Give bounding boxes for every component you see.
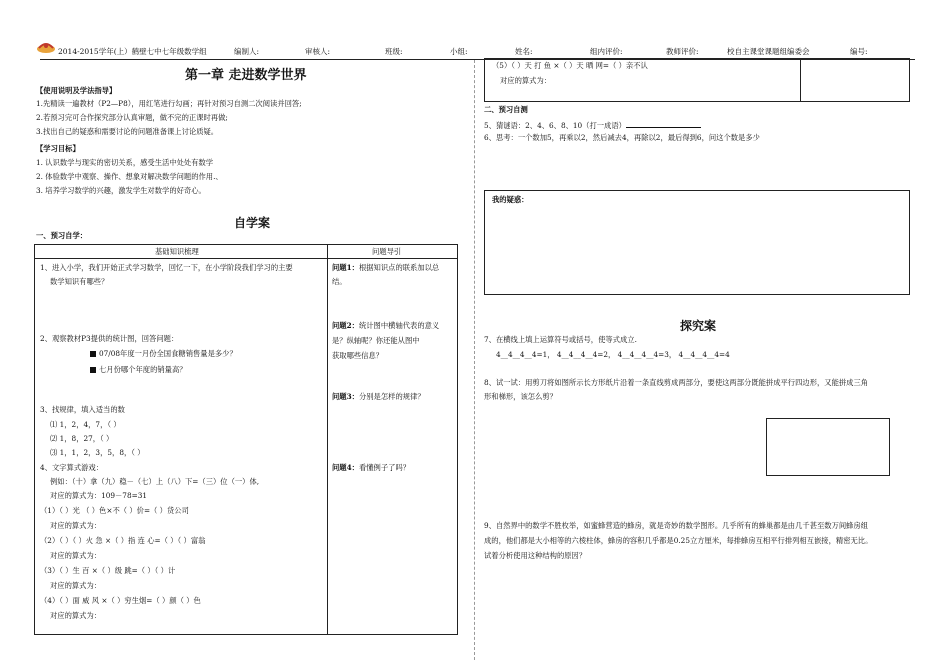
table-header-line (34, 258, 458, 259)
question-4-item-2-eq: 对应的算式为： (50, 551, 102, 560)
goals-heading: 【学习目标】 (36, 144, 80, 153)
question-9-cont-2: 试着分析使用这种结构的原因？ (484, 551, 587, 560)
doubts-label: 我的疑惑： (492, 195, 529, 204)
guide-2: 问题2：统计图中横轴代表的意义 (332, 321, 440, 330)
question-5: 5、猜谜语：2、4、6、8、10（打一成语） (484, 118, 701, 132)
school-year: 2014-2015学年(上）鹤壁七中七年级数学组 (58, 47, 207, 56)
question-4-item-5-eq: 对应的算式为： (500, 76, 552, 85)
table-column-line (327, 244, 328, 635)
question-4-item-1-eq: 对应的算式为： (50, 521, 102, 530)
bullet-icon (90, 351, 96, 357)
goal-item-2: 2. 体验数学中观察、操作、想象对解决数学问题的作用.、 (36, 172, 223, 181)
teacher-eval-label: 教师评价: (666, 47, 699, 56)
question-4-item-3: （3）（ ）生 百 ×（ ）级 跳=（ ）（ ）计 (40, 566, 176, 575)
question-3: 3、找规律，填入适当的数 (40, 405, 125, 414)
group-eval-label: 组内评价: (590, 47, 623, 56)
doubts-box[interactable] (484, 190, 910, 295)
editor-label: 编制人: (234, 47, 260, 56)
question-7-equations: 4__4__4__4=1， 4__4__4__4=2， 4__4__4__4=3， 4__4__4__4=4 (496, 350, 730, 359)
question-7: 7、在横线上填上运算符号或括号，使等式成立. (484, 335, 637, 344)
continued-table-divider (800, 58, 801, 102)
guide-1-cont: 结。 (332, 277, 347, 286)
explore-title: 探究案 (680, 319, 717, 333)
class-label: 班级: (385, 47, 403, 56)
question-3-item-3: ⑶ 1，1，2，3，5，8，（ ） (50, 448, 145, 457)
question-2b: 七月份哪个年度的销量高？ (90, 364, 187, 376)
chapter-title: 第一章 走进数学世界 (185, 68, 307, 83)
question-8: 8、试一试：用剪刀将如图所示长方形纸片沿着一条直线剪成两部分，要使这两部分既能拼成平行四边形，又能拼成三角 (484, 378, 869, 387)
question-4-example-eq: 对应的算式为：109－78=31 (50, 491, 147, 500)
guide-2-cont-2: 获取哪些信息？ (332, 351, 384, 360)
question-4-item-1: （1）（ ）光 （ ）色×不（ ）价=（ ）货公司 (40, 506, 189, 515)
guide-1: 问题1：根据知识点的联系加以总 (332, 263, 440, 272)
table-header-knowledge: 基础知识梳理 (155, 247, 199, 256)
guide-3: 问题3：分别是怎样的规律？ (332, 392, 425, 401)
name-label: 姓名: (515, 47, 533, 56)
goal-item-3: 3. 培养学习数学的兴趣，激发学生对数学的好奇心。 (36, 186, 206, 195)
question-3-item-1: ⑴ 1，2，4，7，（ ） (50, 420, 121, 429)
question-1-cont: 数学知识有哪些？ (50, 277, 109, 286)
question-4-item-2: （2）（ ）（ ）火 急 ×（ ）指 连 心=（ ）（ ）富翁 (40, 536, 206, 545)
question-4-item-3-eq: 对应的算式为： (50, 581, 102, 590)
page-divider (474, 60, 475, 660)
publisher-label: 校自主课堂课题组编委会 (727, 47, 810, 56)
question-2a: 07/08年度一月份全国食糖销售量是多少？ (90, 348, 237, 360)
usage-item-2: 2.若预习完可合作探究部分认真审题，做不完的正课时再做; (36, 113, 228, 122)
question-9-cont-1: 成的，他们都是大小相等的六棱柱体，蜂房的容积几乎都是0.25立方厘米，每排蜂房互相平行排列相互嵌接，精密无比。 (484, 536, 873, 545)
header-bar (0, 44, 950, 58)
bullet-icon (90, 367, 96, 373)
guide-4: 问题4：看懂例子了吗？ (332, 463, 411, 472)
question-1: 1、进入小学，我们开始正式学习数学，回忆一下，在小学阶段我们学习的主要 (40, 263, 293, 272)
question-4-item-5: （5）（ ）天 打 鱼 ×（ ）天 晒 网=（ ）亲不认 (492, 61, 648, 70)
reviewer-label: 审核人: (305, 47, 331, 56)
number-label: 编号: (850, 47, 868, 56)
question-3-item-2: ⑵ 1，8，27，（ ） (50, 434, 114, 443)
usage-heading: 【使用说明及学法指导】 (36, 86, 117, 95)
answer-blank[interactable] (626, 118, 701, 128)
goal-item-1: 1. 认识数学与现实的密切关系，感受生活中处处有数学 (36, 158, 214, 167)
guide-2-cont-1: 是？纵轴呢？你还能从图中 (332, 336, 420, 345)
question-2: 2、观察教材P3提供的统计图，回答问题： (40, 334, 179, 343)
question-4-example: 例如：（十）拿（九）稳－（七）上（八）下=（三）位（一）体, (50, 477, 260, 486)
usage-item-3: 3.找出自己的疑惑和需要讨论的问题准备课上讨论质疑。 (36, 127, 219, 136)
question-4: 4、文字算式游戏： (40, 463, 104, 472)
question-6: 6、思考：一个数加5，再乘以2，然后减去4，再除以2，最后得到6，问这个数是多少 (484, 133, 760, 142)
question-4-item-4-eq: 对应的算式为： (50, 611, 102, 620)
group-label: 小组: (450, 47, 468, 56)
question-9: 9、自然界中的数学不胜枚举，如蜜蜂营造的蜂房，就是奇妙的数学图形。几乎所有的蜂巢都是由几千甚至数万间蜂房组 (484, 521, 869, 530)
rectangle-figure (766, 418, 890, 476)
self-test-heading: 二、预习自测 (484, 105, 528, 114)
usage-item-1: 1.先精读一遍教材（P2—P8），用红笔进行勾画；再针对预习自测二次阅读并回答; (36, 99, 302, 108)
question-4-item-4: （4）（ ）面 威 风 ×（ ）穷生烟=（ ）颜（ ）色 (40, 596, 201, 605)
preview-heading: 一、预习自学： (36, 231, 88, 240)
self-study-title: 自学案 (234, 216, 271, 230)
question-8-cont: 形和梯形，该怎么剪？ (484, 392, 557, 401)
table-header-guide: 问题导引 (372, 247, 402, 256)
